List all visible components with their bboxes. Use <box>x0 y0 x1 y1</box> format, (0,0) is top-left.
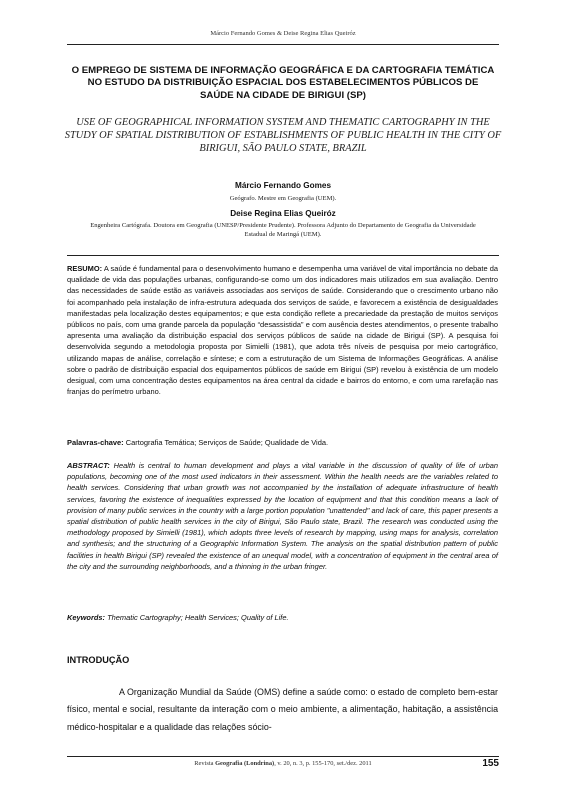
footer-prefix: Revista <box>194 760 214 767</box>
title-english: USE OF GEOGRAPHICAL INFORMATION SYSTEM AND THEMATIC CARTOGRAPHY IN THE STUDY OF SPATIAL DISTRIBUTION OF ESTABLISHMENTS OF PUBLIC HEALTH IN THE CITY OF BIRIGUI, SÃO PAULO STATE, BRAZIL <box>64 117 502 155</box>
body-paragraph <box>67 684 498 736</box>
footer-journal: Geografia (Londrina) <box>215 760 275 767</box>
footer-citation <box>0 760 566 767</box>
author-affiliation: Geógrafo. Mestre em Geografia (UEM). <box>229 195 337 202</box>
body-paragraph-text: A Organização Mundial da Saúde (OMS) define a saúde como: o estado de completo bem-estar físico, mental e social, resultante da interação com o meio ambiente, a alimentação, habitação, a assistência médico-hospitalar e a qualidade das relações sócio- <box>67 687 498 732</box>
abstract-separator-rule <box>67 255 499 256</box>
abstract-text: Health is central to human development and plays a vital variable in the discussion of quality of life of urban populations, becoming one of the most used indicators in their assessment. Within the health needs are the variables related to health services. Considering that urban growth was not accompanied by the installation of adequate infrastructure of health services, favoring the existence of inequalities expressed by the location of equipment and that this condition means a lack of provision of many public services in the country with a large portion population "unattended" and lack of care, this paper presents a spatial distribution of public health services in the city of Birigui, São Paulo state, Brazil. The research was conducted using the methodology proposed by Simielli (1981), which adopts three levels of research by mapping, using maps for analysis, correlation and synthesis; and the structuring of a Geographic Information System. The analysis on the spatial distribution pattern of public facilities in health Birigui (SP) revealed the existence of an unequal model, with a concentration of equipment in the central area of the city and the surrounding neighborhoods, and a thinning in the urban fringer. <box>67 461 498 571</box>
keywords-en-text: Thematic Cartography; Health Services; Quality of Life. <box>107 613 289 622</box>
title-portuguese: O EMPREGO DE SISTEMA DE INFORMAÇÃO GEOGRÁFICA E DA CARTOGRAFIA TEMÁTICA NO ESTUDO DA DISTRIBUIÇÃO ESPACIAL DOS ESTABELECIMENTOS PÚBLICOS DE SAÚDE NA CIDADE DE BIRIGUI (SP) <box>71 65 495 101</box>
resumo-block <box>67 263 498 397</box>
footer-rule <box>67 756 499 757</box>
keywords-en-label: Keywords: <box>67 613 106 622</box>
keywords-pt-label: Palavras-chave: <box>67 438 124 447</box>
page-number: 155 <box>482 758 499 769</box>
author-name: Márcio Fernando Gomes <box>235 181 331 190</box>
keywords-pt-block <box>67 437 498 448</box>
resumo-text: A saúde é fundamental para o desenvolvimento humano e desempenha uma variável de vital importância no debate da qualidade de vida das populações urbanas, configurando-se como um dos indicadores mais utilizados em sua avaliação. Dentro das necessidades de saúde estão as variáveis associadas aos serviços de saúde. Considerando que o crescimento urbano não foi acompanhado pela instalação de infra-estrutura adequada dos serviços de saúde, e favorecem a existência de desigualdades manifestadas pela localização destes equipamentos; e que esta condição reflete a precariedade da prestação de muitos serviços públicos no país, com uma grande parcela da população “desassistida” e com ausência destes atendimentos, o presente trabalho apresenta uma avaliação da distribuição espacial dos serviços públicos de saúde na cidade de Birigui (SP). A pesquisa foi desenvolvida segundo a metodologia proposta por Simielli (1981), que adota três níveis de pesquisa por meio cartográfico, utilizando mapas de análise, correlação e síntese; e com a estruturação de um Sistema de Informações Geográficas. A análise sobre o padrão de distribuição espacial dos equipamentos públicos de saúde em Birigui (SP) revelou à existência de um modelo desigual, com uma concentração destes equipamentos na área central da cidade e bairros do entorno, e com uma rarefação nas franjas do perímetro urbano. <box>67 264 499 397</box>
running-head: Márcio Fernando Gomes & Deise Regina Elias Queiróz <box>210 30 356 37</box>
keywords-en-block <box>67 612 498 623</box>
resumo-label: RESUMO: <box>67 264 103 273</box>
author-name: Deise Regina Elias Queiróz <box>230 209 336 218</box>
header-rule <box>67 44 499 45</box>
section-heading: INTRODUÇÃO <box>67 655 130 665</box>
author-affiliation: Engenheira Cartógrafa. Doutora em Geografia (UNESP/Presidente Prudente). Professora Adjunto do Departamento de Geografia da Universidade Estadual de Maringá (UEM). <box>90 222 476 239</box>
abstract-block <box>67 460 498 572</box>
footer-suffix: , v. 20, n. 3, p. 155-170, set./dez. 2011 <box>274 760 372 767</box>
keywords-pt-text: Cartografia Temática; Serviços de Saúde; Qualidade de Vida. <box>125 438 329 447</box>
abstract-label: ABSTRACT: <box>67 461 110 470</box>
